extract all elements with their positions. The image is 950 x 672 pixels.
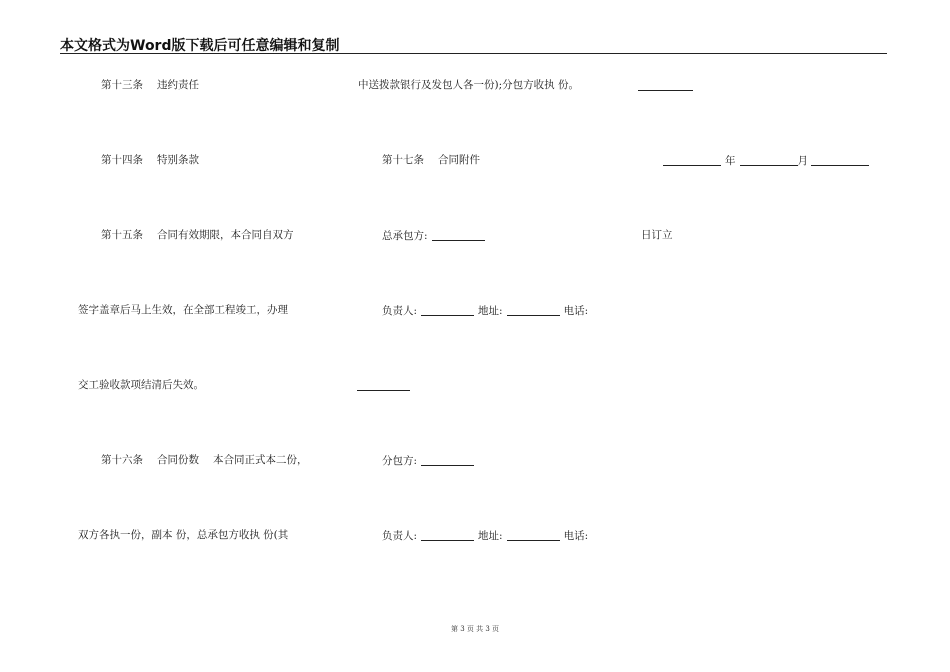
blank-field-mid [357, 380, 410, 391]
contact-line-1 [382, 305, 588, 317]
person-label-2: 负责人: [382, 530, 418, 542]
article-13 [101, 80, 199, 91]
blank-line-top [638, 80, 693, 92]
phone-label-2: 电话: [563, 530, 589, 542]
page-footer: 第 3 页 共 3 页 [450, 625, 500, 633]
article-16-continuation: 双方各执一份，副本 份，总承包方收执 份(其 [78, 529, 289, 541]
article-15 [101, 230, 294, 241]
signed-text: 日订立 [641, 229, 673, 241]
address-field-1 [507, 305, 560, 316]
article-15-text: 合同有效期限，本合同自双方 [157, 229, 294, 241]
general-contractor-line [382, 230, 485, 242]
date-month-field [740, 155, 798, 166]
article-17-number: 第十七条 [382, 154, 424, 166]
article-16-text: 本合同正式本二份， [213, 454, 308, 466]
article-13-title: 违约责任 [157, 79, 199, 91]
blank-field [638, 80, 693, 91]
article-16-number: 第十六条 [101, 454, 143, 466]
article-17 [382, 155, 480, 166]
article-14-number: 第十四条 [101, 154, 143, 166]
date-day-field [811, 155, 869, 166]
contact-line-2 [382, 530, 588, 542]
article-14-title: 特别条款 [157, 154, 199, 166]
subcontractor-label: 分包方: [382, 455, 418, 467]
header-rule [60, 53, 887, 54]
general-contractor-label: 总承包方: [382, 230, 428, 242]
page-header-title: 本文格式为Word版下载后可任意编辑和复制 [60, 38, 340, 54]
address-label-1: 地址: [478, 305, 503, 317]
article-15-continuation-1: 签字盖章后马上生效，在全部工程竣工，办理 [78, 304, 288, 316]
article-15-number: 第十五条 [101, 229, 143, 241]
subcontractor-field [421, 455, 474, 466]
article-16-continuation-2-text: 中送拨款银行及发包人各一份);分包方收执 份。 [358, 79, 579, 91]
date-line [663, 155, 869, 167]
general-contractor-field [432, 230, 485, 241]
year-label: 年 [725, 155, 736, 167]
article-16 [101, 455, 308, 466]
article-16-title: 合同份数 [157, 454, 199, 466]
date-year-field [663, 155, 721, 166]
person-label-1: 负责人: [382, 305, 418, 317]
article-13-number: 第十三条 [101, 79, 143, 91]
address-label-2: 地址: [478, 530, 503, 542]
article-17-title: 合同附件 [438, 154, 480, 166]
article-16-continuation-2 [358, 80, 579, 91]
article-15-continuation-2: 交工验收款项结清后失效。 [78, 379, 204, 391]
person-field-2 [421, 530, 474, 541]
phone-label-1: 电话: [563, 305, 589, 317]
person-field-1 [421, 305, 474, 316]
month-label: 月 [797, 155, 808, 167]
address-field-2 [507, 530, 560, 541]
blank-line-mid [357, 380, 410, 392]
subcontractor-line [382, 455, 474, 467]
article-14 [101, 155, 199, 166]
